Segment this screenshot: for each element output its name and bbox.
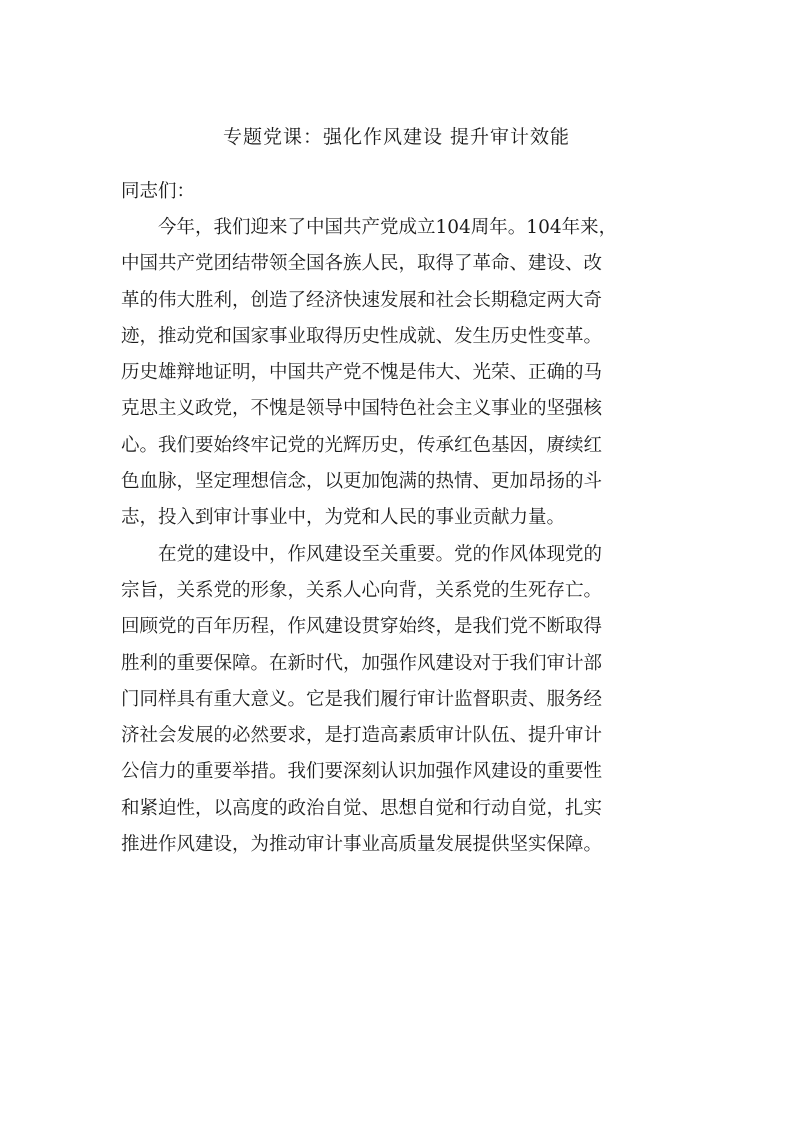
paragraph-line: 色血脉，坚定理想信念，以更加饱满的热情、更加昂扬的斗 [121,471,603,493]
paragraph-1 [121,210,681,537]
document-title: 专题党课：强化作风建设 提升审计效能 [222,126,571,148]
paragraph-line: 中国共产党团结带领全国各族人民，取得了革命、建设、改 [121,253,603,275]
paragraph-line: 革的伟大胜利，创造了经济快速发展和社会长期稳定两大奇 [121,289,603,311]
paragraph-line: 克思主义政党，不愧是领导中国特色社会主义事业的坚强核 [121,398,603,420]
paragraph-line: 历史雄辩地证明，中国共产党不愧是伟大、光荣、正确的马 [121,362,603,384]
paragraph-line: 今年，我们迎来了中国共产党成立104周年。104年来， [158,217,618,238]
paragraph-line: 迹，推动党和国家事业取得历史性成就、发生历史性变革。 [121,325,603,347]
paragraph-line: 志，投入到审计事业中，为党和人民的事业贡献力量。 [121,507,566,529]
paragraph-line: 推进作风建设，为推动审计事业高质量发展提供坚实保障。 [121,834,603,856]
paragraph-line: 和紧迫性，以高度的政治自觉、思想自觉和行动自觉，扎实 [121,797,603,819]
paragraph-line: 济社会发展的必然要求，是打造高素质审计队伍、提升审计 [121,725,603,747]
salutation: 同志们： [121,181,196,202]
paragraph-line: 门同样具有重大意义。它是我们履行审计监督职责、服务经 [121,688,603,710]
paragraph-2 [121,537,681,864]
paragraph-line: 公信力的重要举措。我们要深刻认识加强作风建设的重要性 [121,761,603,783]
paragraph-line: 宗旨，关系党的形象，关系人心向背，关系党的生死存亡。 [121,579,603,601]
paragraph-line: 胜利的重要保障。在新时代，加强作风建设对于我们审计部 [121,652,603,674]
document-body [121,174,681,863]
paragraph-line: 心。我们要始终牢记党的光辉历史，传承红色基因，赓续红 [121,434,603,456]
paragraph-line: 在党的建设中，作风建设至关重要。党的作风体现党的 [158,543,603,565]
paragraph-line: 回顾党的百年历程，作风建设贯穿始终，是我们党不断取得 [121,616,603,638]
